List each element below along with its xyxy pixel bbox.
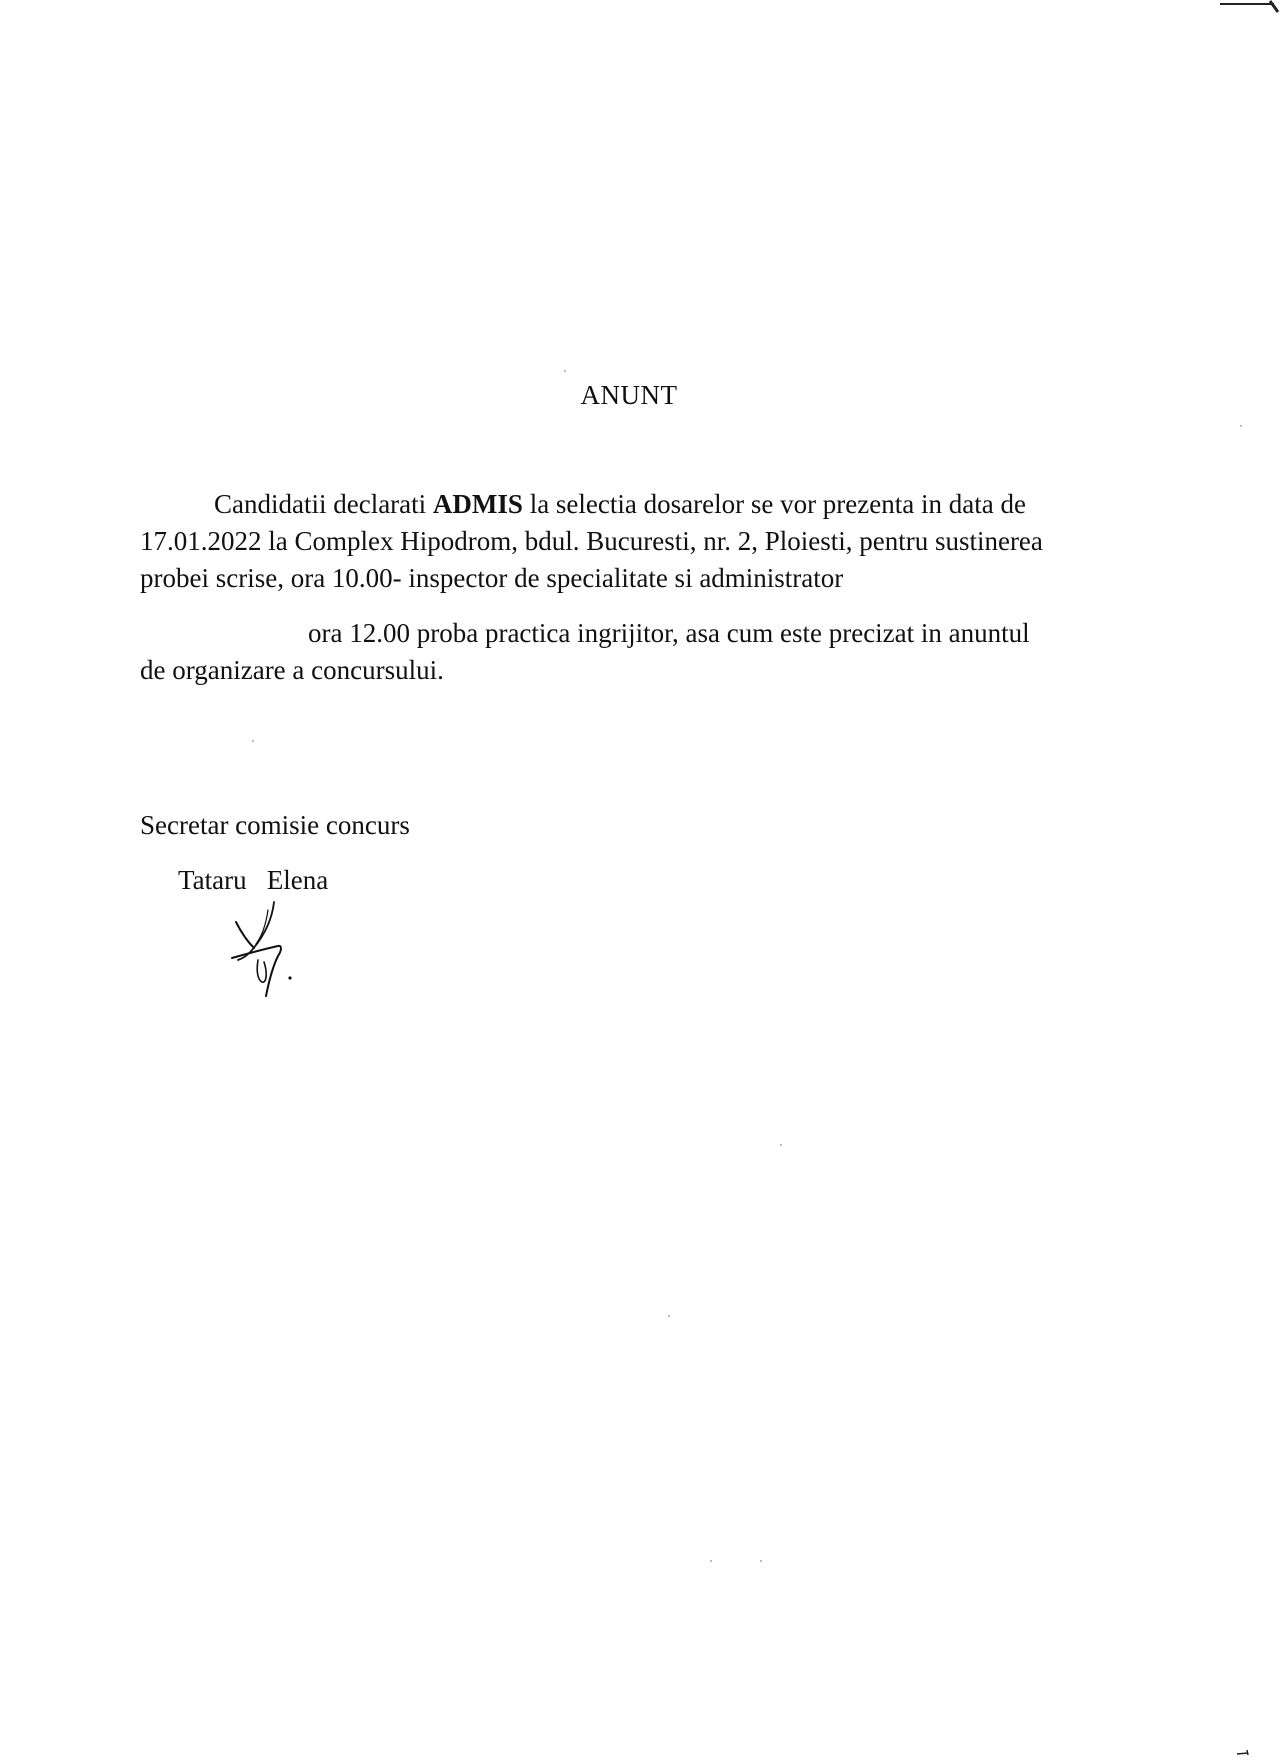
paragraph-line (140, 486, 1120, 523)
scan-corner-mark (1210, 0, 1280, 14)
signatory-role: Secretar comisie concurs (140, 810, 410, 840)
scan-speck (668, 1315, 670, 1317)
scan-speck (252, 740, 254, 742)
admis-emphasis: ADMIS (432, 489, 523, 519)
signatory-name: Tataru Elena (178, 865, 329, 895)
paragraph-line: ora 12.00 proba practica ingrijitor, asa cum este precizat in anuntul (308, 618, 1030, 648)
text-run: Candidatii declarati (214, 489, 433, 519)
scan-speck (710, 1560, 712, 1562)
paragraph-line: 17.01.2022 la Complex Hipodrom, bdul. Bucuresti, nr. 2, Ploiesti, pentru sustinerea (140, 526, 1043, 556)
document-title: ANUNT (580, 380, 678, 410)
handwritten-signature (224, 900, 324, 1010)
paragraph-line: probei scrise, ora 10.00- inspector de specialitate si administrator (140, 563, 844, 593)
scan-speck (780, 1144, 782, 1146)
scan-speck (760, 1560, 762, 1562)
paragraph-line: de organizare a concursului. (140, 655, 444, 685)
announcement-paragraph (140, 486, 1120, 597)
text-run: la selectia dosarelor se vor prezenta in data de (522, 489, 1026, 519)
scan-speck (1240, 425, 1242, 427)
scan-corner-mark-bottom (1236, 1748, 1250, 1756)
schedule-paragraph (140, 615, 1120, 689)
scan-speck (564, 370, 566, 372)
